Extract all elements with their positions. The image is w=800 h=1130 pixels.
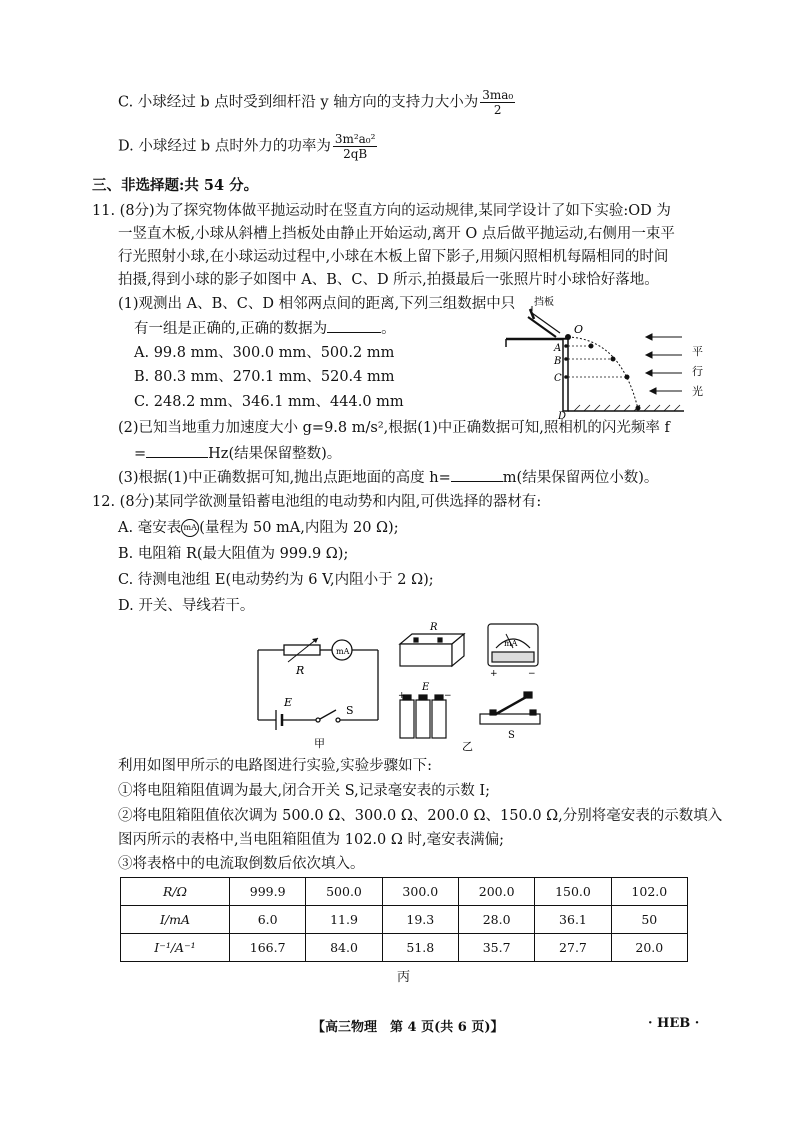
q12-item-a xyxy=(118,518,399,538)
pack-e-label: E xyxy=(422,682,430,693)
q12-step3: ③将表格中的电流取倒数后依次填入。 xyxy=(118,856,365,872)
q11-line3: 行光照射小球,在小球运动过程中,小球在木板上留下影子,用频闪照相机每隔相同的时间 xyxy=(118,249,669,265)
circuit-s-label: S xyxy=(346,704,354,717)
q11-line4: 拍摄,得到小球的影子如图中 A、B、C、D 所示,拍摄最后一张照片时小球恰好落地。 xyxy=(118,272,659,288)
device-ma-label: mA xyxy=(504,639,518,648)
q12-item-a-text: A. 毫安表 xyxy=(118,520,182,536)
ball-4 xyxy=(636,406,641,411)
table-cell: 51.8 xyxy=(382,934,458,962)
q11-part3-unit: m(结果保留两位小数)。 xyxy=(502,470,659,486)
switch-s-label: S xyxy=(508,730,515,741)
table-cell: 50 xyxy=(611,906,687,934)
option-d xyxy=(118,132,377,161)
shadow-c xyxy=(564,375,568,379)
table-cell: 36.1 xyxy=(535,906,611,934)
resistance-box-icon xyxy=(400,634,464,666)
figure-label-yi: 乙 xyxy=(462,740,473,752)
q11-part2-line2 xyxy=(134,443,341,464)
option-c-fraction xyxy=(480,88,515,117)
trajectory xyxy=(568,337,638,409)
device-minus-label: − xyxy=(528,669,536,679)
label-c: C xyxy=(554,373,562,384)
table-row xyxy=(121,906,688,934)
option-d-text: D. 小球经过 b 点时外力的功率为 xyxy=(118,138,331,155)
light-label-1: 平 xyxy=(692,345,703,358)
table-cell: 19.3 xyxy=(382,906,458,934)
option-c-text: C. 小球经过 b 点时受到细杆沿 y 轴方向的支持力大小为 xyxy=(118,94,479,111)
table-cell: 150.0 xyxy=(535,878,611,906)
table-cell: 84.0 xyxy=(306,934,382,962)
option-d-denominator: 2qB xyxy=(343,147,368,161)
table-cell: 102.0 xyxy=(611,878,687,906)
label-d: D xyxy=(558,411,567,422)
q11-part1-line2 xyxy=(134,318,396,339)
circuit-r-label: R xyxy=(296,664,305,677)
q12-step2-line2: 图丙所示的表格中,当电阻箱阻值为 102.0 Ω 时,毫安表满偏; xyxy=(118,832,504,848)
label-o: O xyxy=(574,323,584,336)
ground-hatch-icon xyxy=(574,405,680,411)
section-title: 三、非选择题:共 54 分。 xyxy=(92,177,259,194)
q12-item-d: D. 开关、导线若干。 xyxy=(118,598,255,614)
circuit-diagram xyxy=(250,622,390,750)
option-c-denominator: 2 xyxy=(493,103,502,117)
answer-blank xyxy=(146,443,208,458)
page-footer: 【高三物理 第 4 页(共 6 页)】 xyxy=(312,1020,504,1035)
table-cell: 500.0 xyxy=(306,878,382,906)
q11-line1: 11. (8分)为了探究物体做平抛运动时在竖直方向的运动规律,某同学设计了如下实验:OD 为 xyxy=(92,203,671,219)
q12-item-a-spec: (量程为 50 mA,内阻为 20 Ω); xyxy=(199,520,399,536)
q11-option-c: C. 248.2 mm、346.1 mm、444.0 mm xyxy=(134,394,404,410)
table-cell: 6.0 xyxy=(230,906,306,934)
q12-item-b: B. 电阻箱 R(最大阻值为 999.9 Ω); xyxy=(118,546,349,562)
q12-line1: 12. (8分)某同学欲测量铅蓄电池组的电动势和内阻,可供选择的器材有: xyxy=(92,494,542,510)
circuit-e-label: E xyxy=(284,696,293,709)
circuit-ma-label: mA xyxy=(336,647,350,656)
equipment-figure xyxy=(392,618,552,752)
figure-label-jia: 甲 xyxy=(314,737,325,750)
q11-part2-text: Hz(结果保留整数)。 xyxy=(208,446,342,462)
q11-part1-line1: (1)观测出 A、B、C、D 相邻两点间的距离,下列三组数据中只 xyxy=(118,296,516,312)
table-row xyxy=(121,878,688,906)
q11-part2-line1: (2)已知当地重力加速度大小 g=9.8 m/s²,根据(1)中正确数据可知,照相机的闪光频率 f xyxy=(118,420,670,436)
label-b: B xyxy=(554,356,562,367)
label-a: A xyxy=(554,343,562,354)
device-plus-label: + xyxy=(490,669,498,679)
milliammeter-icon: mA xyxy=(181,519,199,537)
table-caption: 丙 xyxy=(397,970,411,985)
light-label-3: 光 xyxy=(692,385,703,398)
projectile-figure xyxy=(496,295,716,425)
q11-option-a: A. 99.8 mm、300.0 mm、500.2 mm xyxy=(134,345,395,361)
table-cell: 200.0 xyxy=(458,878,534,906)
q11-part1-end: 。 xyxy=(381,321,396,337)
table-row xyxy=(121,934,688,962)
light-label-2: 行 xyxy=(692,365,703,378)
shadow-a xyxy=(564,344,568,348)
knife-switch-icon xyxy=(480,692,540,724)
option-c-numerator: 3ma₀ xyxy=(482,88,514,102)
q12-step0: 利用如图甲所示的电路图进行实验,实验步骤如下: xyxy=(118,758,432,774)
battery-pack-icon xyxy=(400,695,446,738)
table-cell: 999.9 xyxy=(230,878,306,906)
footer-code: · HEB · xyxy=(648,1016,700,1031)
table-cell: 300.0 xyxy=(382,878,458,906)
table-header: I⁻¹/A⁻¹ xyxy=(121,934,230,962)
q11-part3-text: (3)根据(1)中正确数据可知,抛出点距地面的高度 h= xyxy=(118,470,451,486)
q11-line2: 一竖直木板,小球从斜槽上挡板处由静止开始运动,离开 O 点后做平抛运动,右侧用一束平 xyxy=(118,226,675,242)
table-cell: 35.7 xyxy=(458,934,534,962)
box-r-label: R xyxy=(430,622,438,633)
table-header: R/Ω xyxy=(121,878,230,906)
q11-part3 xyxy=(118,467,658,488)
rheostat-arrow-icon xyxy=(288,638,318,662)
shadow-b xyxy=(564,357,568,361)
q12-item-c: C. 待测电池组 E(电动势约为 6 V,内阻小于 2 Ω); xyxy=(118,572,434,588)
q12-step1: ①将电阻箱阻值调为最大,闭合开关 S,记录毫安表的示数 I; xyxy=(118,783,490,799)
table-cell: 166.7 xyxy=(230,934,306,962)
pack-minus-label: − xyxy=(444,691,452,701)
light-arrows-icon xyxy=(646,334,682,394)
table-cell: 27.7 xyxy=(535,934,611,962)
option-d-numerator: 3m²a₀² xyxy=(334,132,376,146)
q12-step2-line1: ②将电阻箱阻值依次调为 500.0 Ω、300.0 Ω、200.0 Ω、150.0 Ω,分别将毫安表的示数填入 xyxy=(118,808,723,824)
q11-part2-equals: = xyxy=(134,446,147,462)
incline-icon xyxy=(506,309,566,347)
q11-part1-text: 有一组是正确的,正确的数据为 xyxy=(134,321,328,337)
ball-o xyxy=(565,334,571,340)
answer-blank xyxy=(451,467,503,482)
q11-option-b: B. 80.3 mm、270.1 mm、520.4 mm xyxy=(134,369,395,385)
table-cell: 28.0 xyxy=(458,906,534,934)
board xyxy=(563,339,568,411)
baffle-label: 挡板 xyxy=(534,297,554,308)
projection-lines xyxy=(568,346,627,377)
table-cell: 11.9 xyxy=(306,906,382,934)
data-table xyxy=(120,877,688,962)
pack-plus-label: + xyxy=(398,691,406,701)
table-header: I/mA xyxy=(121,906,230,934)
table-cell: 20.0 xyxy=(611,934,687,962)
answer-blank xyxy=(327,318,381,333)
option-c xyxy=(118,88,515,117)
option-d-fraction xyxy=(333,132,378,161)
